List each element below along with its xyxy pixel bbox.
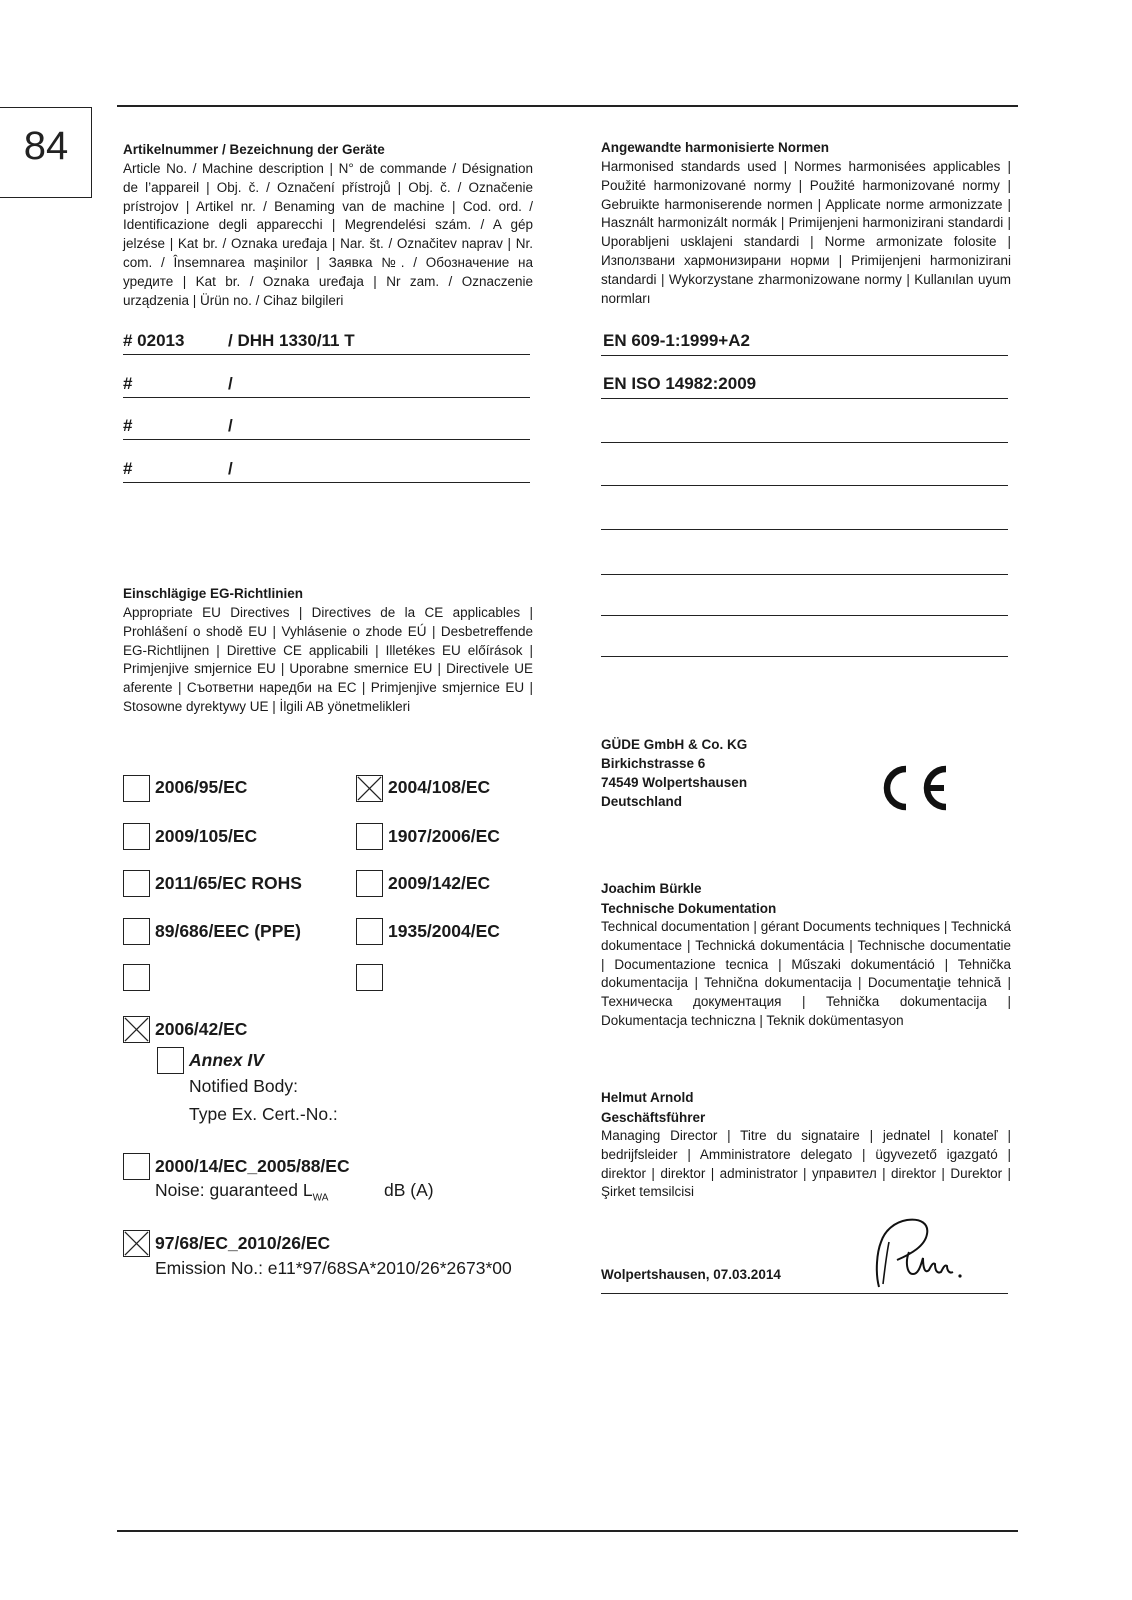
article-row-line bbox=[123, 354, 530, 355]
place-date: Wolpertshausen, 07.03.2014 bbox=[601, 1267, 781, 1282]
standard-row-line bbox=[601, 574, 1008, 575]
checkbox-2011-65-ec-rohs[interactable] bbox=[123, 870, 150, 897]
standard-2: EN ISO 14982:2009 bbox=[603, 374, 757, 393]
standard-row-line bbox=[601, 442, 1008, 443]
company-street: Birkichstrasse 6 bbox=[601, 756, 706, 771]
checkbox-1907-2006-ec[interactable] bbox=[356, 823, 383, 850]
checkbox-blank-left[interactable] bbox=[123, 964, 150, 991]
article-number-3: # bbox=[123, 416, 133, 435]
top-rule bbox=[117, 105, 1018, 107]
noise-subscript: WA bbox=[312, 1192, 329, 1204]
checkbox-label: 2004/108/EC bbox=[388, 777, 491, 797]
article-name-4: / bbox=[228, 459, 233, 478]
article-body: Article No. / Machine description | N° de commande / Désignation de l’appareil | Obj. č. / Označení přístrojů | Obj. č. / Označenie prístrojov | Artikel nr. / Benaming van de machine | Cod. ord. / Identificazione degli apparecchi | Megrendelési szám. / A gép jelzése | Kat br. / Oznaka uređaja | Nar. št. / Označitev naprav | Nr. com. / Însemnarea maşinilor | Заявка №. / Обозначение на уредите | Kat br. / Oznaka uređaja | Nr zam. / Oznaczenie urządzenia | Ürün no. / Cihaz bilgileri bbox=[123, 161, 533, 308]
notified-body-label: Notified Body: bbox=[189, 1076, 298, 1096]
article-number-1: # 02013 bbox=[123, 331, 185, 350]
article-row-line bbox=[123, 439, 530, 440]
tech-doc-person: Joachim Bürkle bbox=[601, 881, 702, 896]
signature-icon bbox=[865, 1212, 975, 1292]
checkbox-annex-iv[interactable] bbox=[157, 1047, 184, 1074]
checkbox-label: 89/686/EEC (PPE) bbox=[155, 921, 301, 941]
director-body: Managing Director | Titre du signataire | jednatel | konateľ | bedrijfsleider | Amministratore delegato | ügyvezető igazgató | direktor | direktor | administrator | управител | direktor | Durektor | Şirket temsilcisi bbox=[601, 1128, 1011, 1200]
standard-row-line bbox=[601, 615, 1008, 616]
checkbox-label: 2009/105/EC bbox=[155, 826, 258, 846]
checkbox-89-686-eec-ppe[interactable] bbox=[123, 918, 150, 945]
check-cross-icon bbox=[124, 1231, 149, 1256]
checkbox-2006-95-ec[interactable] bbox=[123, 775, 150, 802]
annex-label: Annex IV bbox=[189, 1050, 264, 1070]
company-city: 74549 Wolpertshausen bbox=[601, 775, 748, 790]
article-number-2: # bbox=[123, 374, 133, 393]
checkbox-label: 2000/14/EC_2005/88/EC bbox=[155, 1156, 350, 1176]
check-cross-icon bbox=[124, 1017, 149, 1042]
standard-row-line bbox=[601, 656, 1008, 657]
article-name-2: / bbox=[228, 374, 233, 393]
checkbox-label: 2006/42/EC bbox=[155, 1019, 248, 1039]
checkbox-label: 1935/2004/EC bbox=[388, 921, 500, 941]
emission-number: Emission No.: e11*97/68SA*2010/26*2673*00 bbox=[155, 1258, 512, 1278]
type-cert-label: Type Ex. Cert.-No.: bbox=[189, 1104, 338, 1124]
article-heading: Artikelnummer / Bezeichnung der Geräte bbox=[123, 142, 385, 157]
ce-mark-graphic bbox=[882, 763, 954, 813]
company-address bbox=[601, 735, 747, 811]
noise-unit: dB (A) bbox=[384, 1180, 434, 1200]
director-person: Helmut Arnold bbox=[601, 1090, 694, 1105]
bottom-rule bbox=[117, 1530, 1018, 1532]
tech-doc-title: Technische Dokumentation bbox=[601, 901, 777, 916]
checkbox-emission-directive[interactable] bbox=[123, 1230, 150, 1257]
check-cross-icon bbox=[357, 776, 382, 801]
page-number: 84 bbox=[23, 124, 69, 168]
company-country: Deutschland bbox=[601, 794, 683, 809]
ce-mark-icon bbox=[882, 763, 954, 813]
director-title: Geschäftsführer bbox=[601, 1110, 706, 1125]
checkbox-2009-142-ec[interactable] bbox=[356, 870, 383, 897]
director-block bbox=[601, 1089, 1011, 1202]
directives-body: Appropriate EU Directives | Directives de la CE applicables | Prohlášení o shodě EU | Vyhlásenie o zhode EÚ | Desbetreffende EG-Richtlijnen | Direttive CE applicabili | Illetékes EU előírások | Primjenjive smjernice EU | Uporabne smernice EU | Directivele UE aferente | Съответни наредби на EC | Primjenjive smjernice EU | Stosowne dyrektywy UE | İlgili AB yönetmelikleri bbox=[123, 605, 533, 714]
checkbox-1935-2004-ec[interactable] bbox=[356, 918, 383, 945]
article-row-line bbox=[123, 482, 530, 483]
signature-line bbox=[601, 1293, 1008, 1294]
checkbox-2009-105-ec[interactable] bbox=[123, 823, 150, 850]
checkbox-label: 2009/142/EC bbox=[388, 873, 491, 893]
standard-row-line bbox=[601, 355, 1008, 356]
directives-heading: Einschlägige EG-Richtlinien bbox=[123, 586, 304, 601]
checkbox-label: 1907/2006/EC bbox=[388, 826, 500, 846]
checkbox-blank-right[interactable] bbox=[356, 964, 383, 991]
article-row-line bbox=[123, 397, 530, 398]
noise-prefix: Noise: guaranteed L bbox=[155, 1180, 313, 1200]
standards-heading: Angewandte harmonisierte Normen bbox=[601, 140, 830, 155]
standard-row-line bbox=[601, 485, 1008, 486]
standard-row-line bbox=[601, 529, 1008, 530]
noise-guaranteed-line bbox=[155, 1179, 328, 1210]
article-name-3: / bbox=[228, 416, 233, 435]
checkbox-label: 2006/95/EC bbox=[155, 777, 248, 797]
company-name: GÜDE GmbH & Co. KG bbox=[601, 737, 748, 752]
article-number-4: # bbox=[123, 459, 133, 478]
checkbox-noise-directive[interactable] bbox=[123, 1153, 150, 1180]
checkbox-2006-42-ec[interactable] bbox=[123, 1016, 150, 1043]
tech-doc-body: Technical documentation | gérant Documents techniques | Technická dokumentace | Technická dokumentácia | Technische documentatie | Documentazione tecnica | Műszaki dokumentáció | Tehnička dokumentacija | Tehnična dokumentacija | Documentaţie tehnică | Техническа документация | Tehnička dokumentacija | Dokumentacja techniczna | Teknik dokümentasyon bbox=[601, 919, 1011, 1028]
checkbox-label: 97/68/EC_2010/26/EC bbox=[155, 1233, 331, 1253]
standard-1: EN 609-1:1999+A2 bbox=[603, 331, 750, 350]
standards-body: Harmonised standards used | Normes harmonisées applicables | Použité harmonizované normy | Použité harmonizované normy | Gebruikte harmoniserende normen | Applicate norme armonizzate | Használt harmonizált normák | Primijenjeni harmonizirani standardi | Uporabljeni usklajeni standardi | Norme armonizate folosite | Използвани хармонизирани норми | Primijenjeni harmonizirani standardi | Wykorzystane zharmonizowane normy | Kullanılan uyum normları bbox=[601, 159, 1011, 306]
checkbox-label: 2011/65/EC ROHS bbox=[155, 873, 302, 893]
article-name-1: / DHH 1330/11 T bbox=[228, 331, 355, 350]
standard-row-line bbox=[601, 398, 1008, 399]
checkbox-2004-108-ec[interactable] bbox=[356, 775, 383, 802]
tech-doc-block bbox=[601, 880, 1011, 1031]
